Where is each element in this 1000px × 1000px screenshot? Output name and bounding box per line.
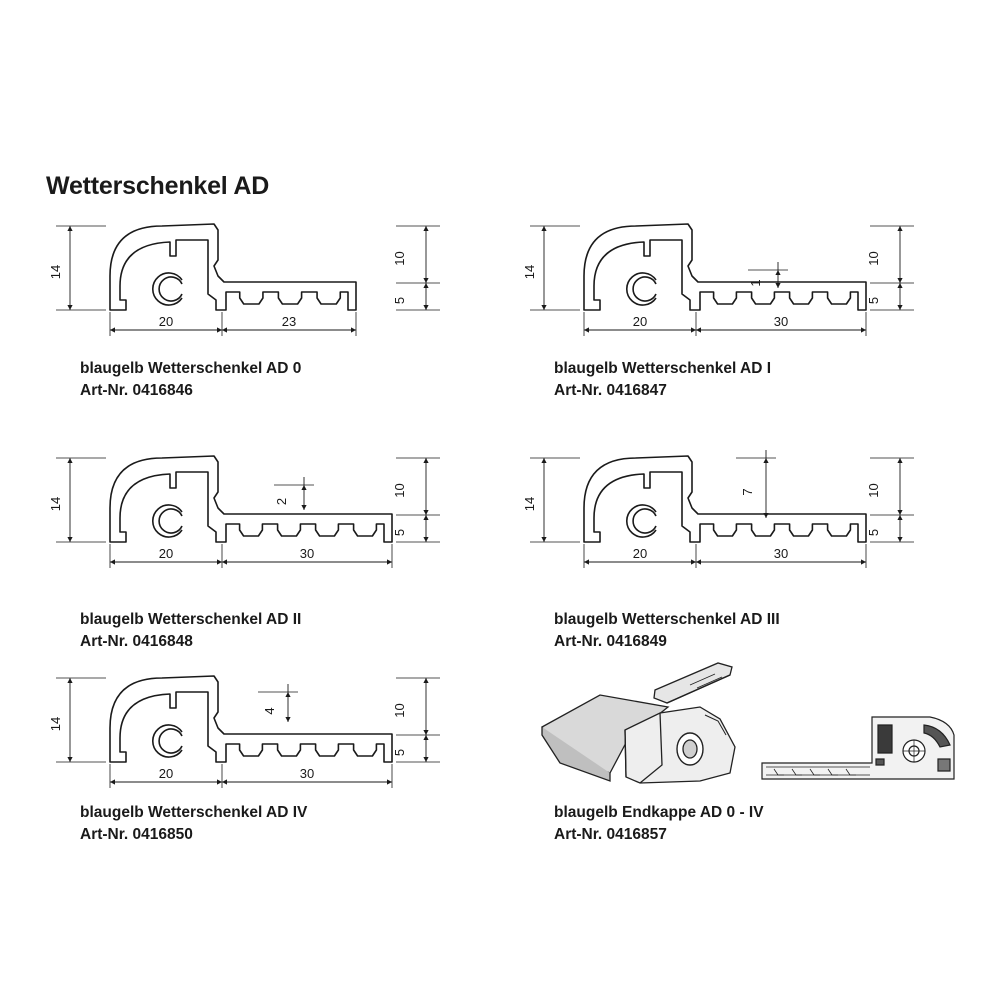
page-title: Wetterschenkel AD: [46, 172, 270, 200]
profile-contour: [110, 676, 392, 762]
dimension-arrow: [897, 458, 902, 463]
height-dimension-label: 14: [48, 496, 63, 512]
dimension-arrow: [423, 305, 428, 310]
right-width-label: 30: [773, 546, 789, 561]
lower-dimension-label: 5: [392, 296, 407, 305]
dimension-arrow: [217, 779, 222, 784]
dimension-arrow: [301, 485, 306, 490]
dimension-arrow: [67, 757, 72, 762]
profile-outline: [110, 456, 392, 542]
dimension-arrow: [67, 537, 72, 542]
profile-outline: [584, 456, 866, 542]
article-number: Art-Nr. 0416850: [80, 826, 193, 843]
profile-caption: [80, 802, 307, 846]
profile-caption: [554, 358, 771, 402]
profile-name: blaugelb Wetterschenkel AD 0: [80, 360, 302, 377]
lower-dimension-label: 5: [392, 528, 407, 537]
dimension-arrow: [217, 559, 222, 564]
dimension-arrow: [897, 278, 902, 283]
screw-channel: [153, 273, 182, 305]
right-width-label: 30: [299, 546, 315, 561]
dimension-arrow: [423, 458, 428, 463]
screw-channel: [627, 505, 656, 537]
article-number: Art-Nr. 0416848: [80, 633, 193, 650]
dimension-arrow: [423, 278, 428, 283]
profile-contour: [584, 224, 866, 310]
dimension-arrow: [763, 513, 768, 518]
dimension-arrow: [110, 327, 115, 332]
left-width-label: 20: [632, 314, 648, 329]
dimension-arrow: [691, 559, 696, 564]
dimension-arrow: [67, 458, 72, 463]
dimension-arrow: [584, 327, 589, 332]
profile-outline: [110, 224, 356, 310]
dimension-arrow: [775, 270, 780, 275]
dimension-arrow: [423, 537, 428, 542]
profile-outline: [584, 224, 866, 310]
left-width-label: 20: [632, 546, 648, 561]
endcap-caption: [554, 802, 764, 846]
dimension-arrow: [897, 510, 902, 515]
profile-name: blaugelb Wetterschenkel AD I: [554, 360, 772, 377]
dimension-arrow: [423, 283, 428, 288]
step-dimension-label: 2: [274, 497, 289, 506]
screw-channel: [153, 725, 182, 757]
lower-dimension-label: 5: [866, 296, 881, 305]
dimension-arrow: [423, 515, 428, 520]
profile-drawing: [46, 450, 486, 570]
profile-name: blaugelb Wetterschenkel AD II: [80, 611, 302, 628]
dimension-arrow: [67, 305, 72, 310]
endcap-name: blaugelb Endkappe AD 0 - IV: [554, 804, 764, 821]
profile-caption: [80, 358, 301, 402]
upper-dimension-label: 10: [866, 251, 881, 266]
left-width-label: 20: [158, 314, 174, 329]
left-width-label: 20: [158, 546, 174, 561]
step-dimension-label: 7: [740, 488, 755, 496]
dimension-arrow: [897, 305, 902, 310]
dimension-arrow: [222, 779, 227, 784]
profile-name: blaugelb Wetterschenkel AD III: [554, 611, 780, 628]
upper-dimension-label: 10: [392, 483, 407, 498]
height-dimension-label: 14: [48, 716, 63, 732]
endcap-perspective-view: [542, 663, 735, 783]
screw-channel: [627, 273, 656, 305]
article-number: Art-Nr. 0416846: [80, 382, 193, 399]
dimension-arrow: [67, 678, 72, 683]
dimension-arrow: [897, 283, 902, 288]
dimension-arrow: [423, 735, 428, 740]
dimension-arrow: [217, 327, 222, 332]
height-dimension-label: 14: [522, 264, 537, 280]
dimension-arrow: [285, 717, 290, 722]
profile-contour: [110, 456, 392, 542]
dimension-arrow: [351, 327, 356, 332]
dimension-arrow: [301, 505, 306, 510]
dimension-arrow: [423, 510, 428, 515]
dimension-arrow: [763, 458, 768, 463]
dimension-arrow: [222, 559, 227, 564]
dimension-arrow: [423, 226, 428, 231]
profile-drawing: [46, 670, 486, 790]
profile-outline: [110, 676, 392, 762]
dimension-arrow: [861, 559, 866, 564]
dimension-arrow: [541, 305, 546, 310]
lower-dimension-label: 5: [866, 528, 881, 537]
dimension-arrow: [541, 537, 546, 542]
dimension-arrow: [897, 515, 902, 520]
lower-dimension-label: 5: [392, 748, 407, 757]
screw-channel: [153, 505, 182, 537]
profile-drawing: [520, 218, 960, 338]
left-width-label: 20: [158, 766, 174, 781]
height-dimension-label: 14: [48, 264, 63, 280]
dimension-arrow: [584, 559, 589, 564]
article-number: Art-Nr. 0416849: [554, 633, 667, 650]
dimension-arrow: [696, 559, 701, 564]
article-number: Art-Nr. 0416857: [554, 826, 667, 843]
profile-caption: [80, 609, 301, 653]
dimension-arrow: [67, 226, 72, 231]
upper-dimension-label: 10: [392, 251, 407, 266]
height-dimension-label: 14: [522, 496, 537, 512]
right-width-label: 30: [299, 766, 315, 781]
dimension-arrow: [387, 559, 392, 564]
dimension-arrow: [222, 327, 227, 332]
endcap-side-view: [762, 717, 954, 779]
dimension-arrow: [110, 559, 115, 564]
dimension-arrow: [861, 327, 866, 332]
step-dimension-label: 4: [262, 707, 277, 715]
profile-contour: [584, 456, 866, 542]
dimension-arrow: [423, 678, 428, 683]
dimension-arrow: [423, 757, 428, 762]
profile-name: blaugelb Wetterschenkel AD IV: [80, 804, 308, 821]
dimension-arrow: [691, 327, 696, 332]
profile-contour: [110, 224, 356, 310]
profile-drawing: [520, 450, 960, 570]
step-dimension-label: 1: [748, 279, 763, 287]
dimension-arrow: [285, 692, 290, 697]
profile-drawing: [46, 218, 486, 338]
article-number: Art-Nr. 0416847: [554, 382, 667, 399]
right-width-label: 23: [281, 314, 297, 329]
dimension-arrow: [541, 226, 546, 231]
dimension-arrow: [897, 537, 902, 542]
upper-dimension-label: 10: [866, 483, 881, 498]
dimension-arrow: [775, 283, 780, 288]
dimension-arrow: [696, 327, 701, 332]
dimension-arrow: [897, 226, 902, 231]
dimension-arrow: [423, 730, 428, 735]
dimension-arrow: [110, 779, 115, 784]
endcap-illustration: [540, 655, 980, 795]
dimension-arrow: [387, 779, 392, 784]
dimension-arrow: [541, 458, 546, 463]
upper-dimension-label: 10: [392, 703, 407, 718]
right-width-label: 30: [773, 314, 789, 329]
profile-caption: [554, 609, 780, 653]
